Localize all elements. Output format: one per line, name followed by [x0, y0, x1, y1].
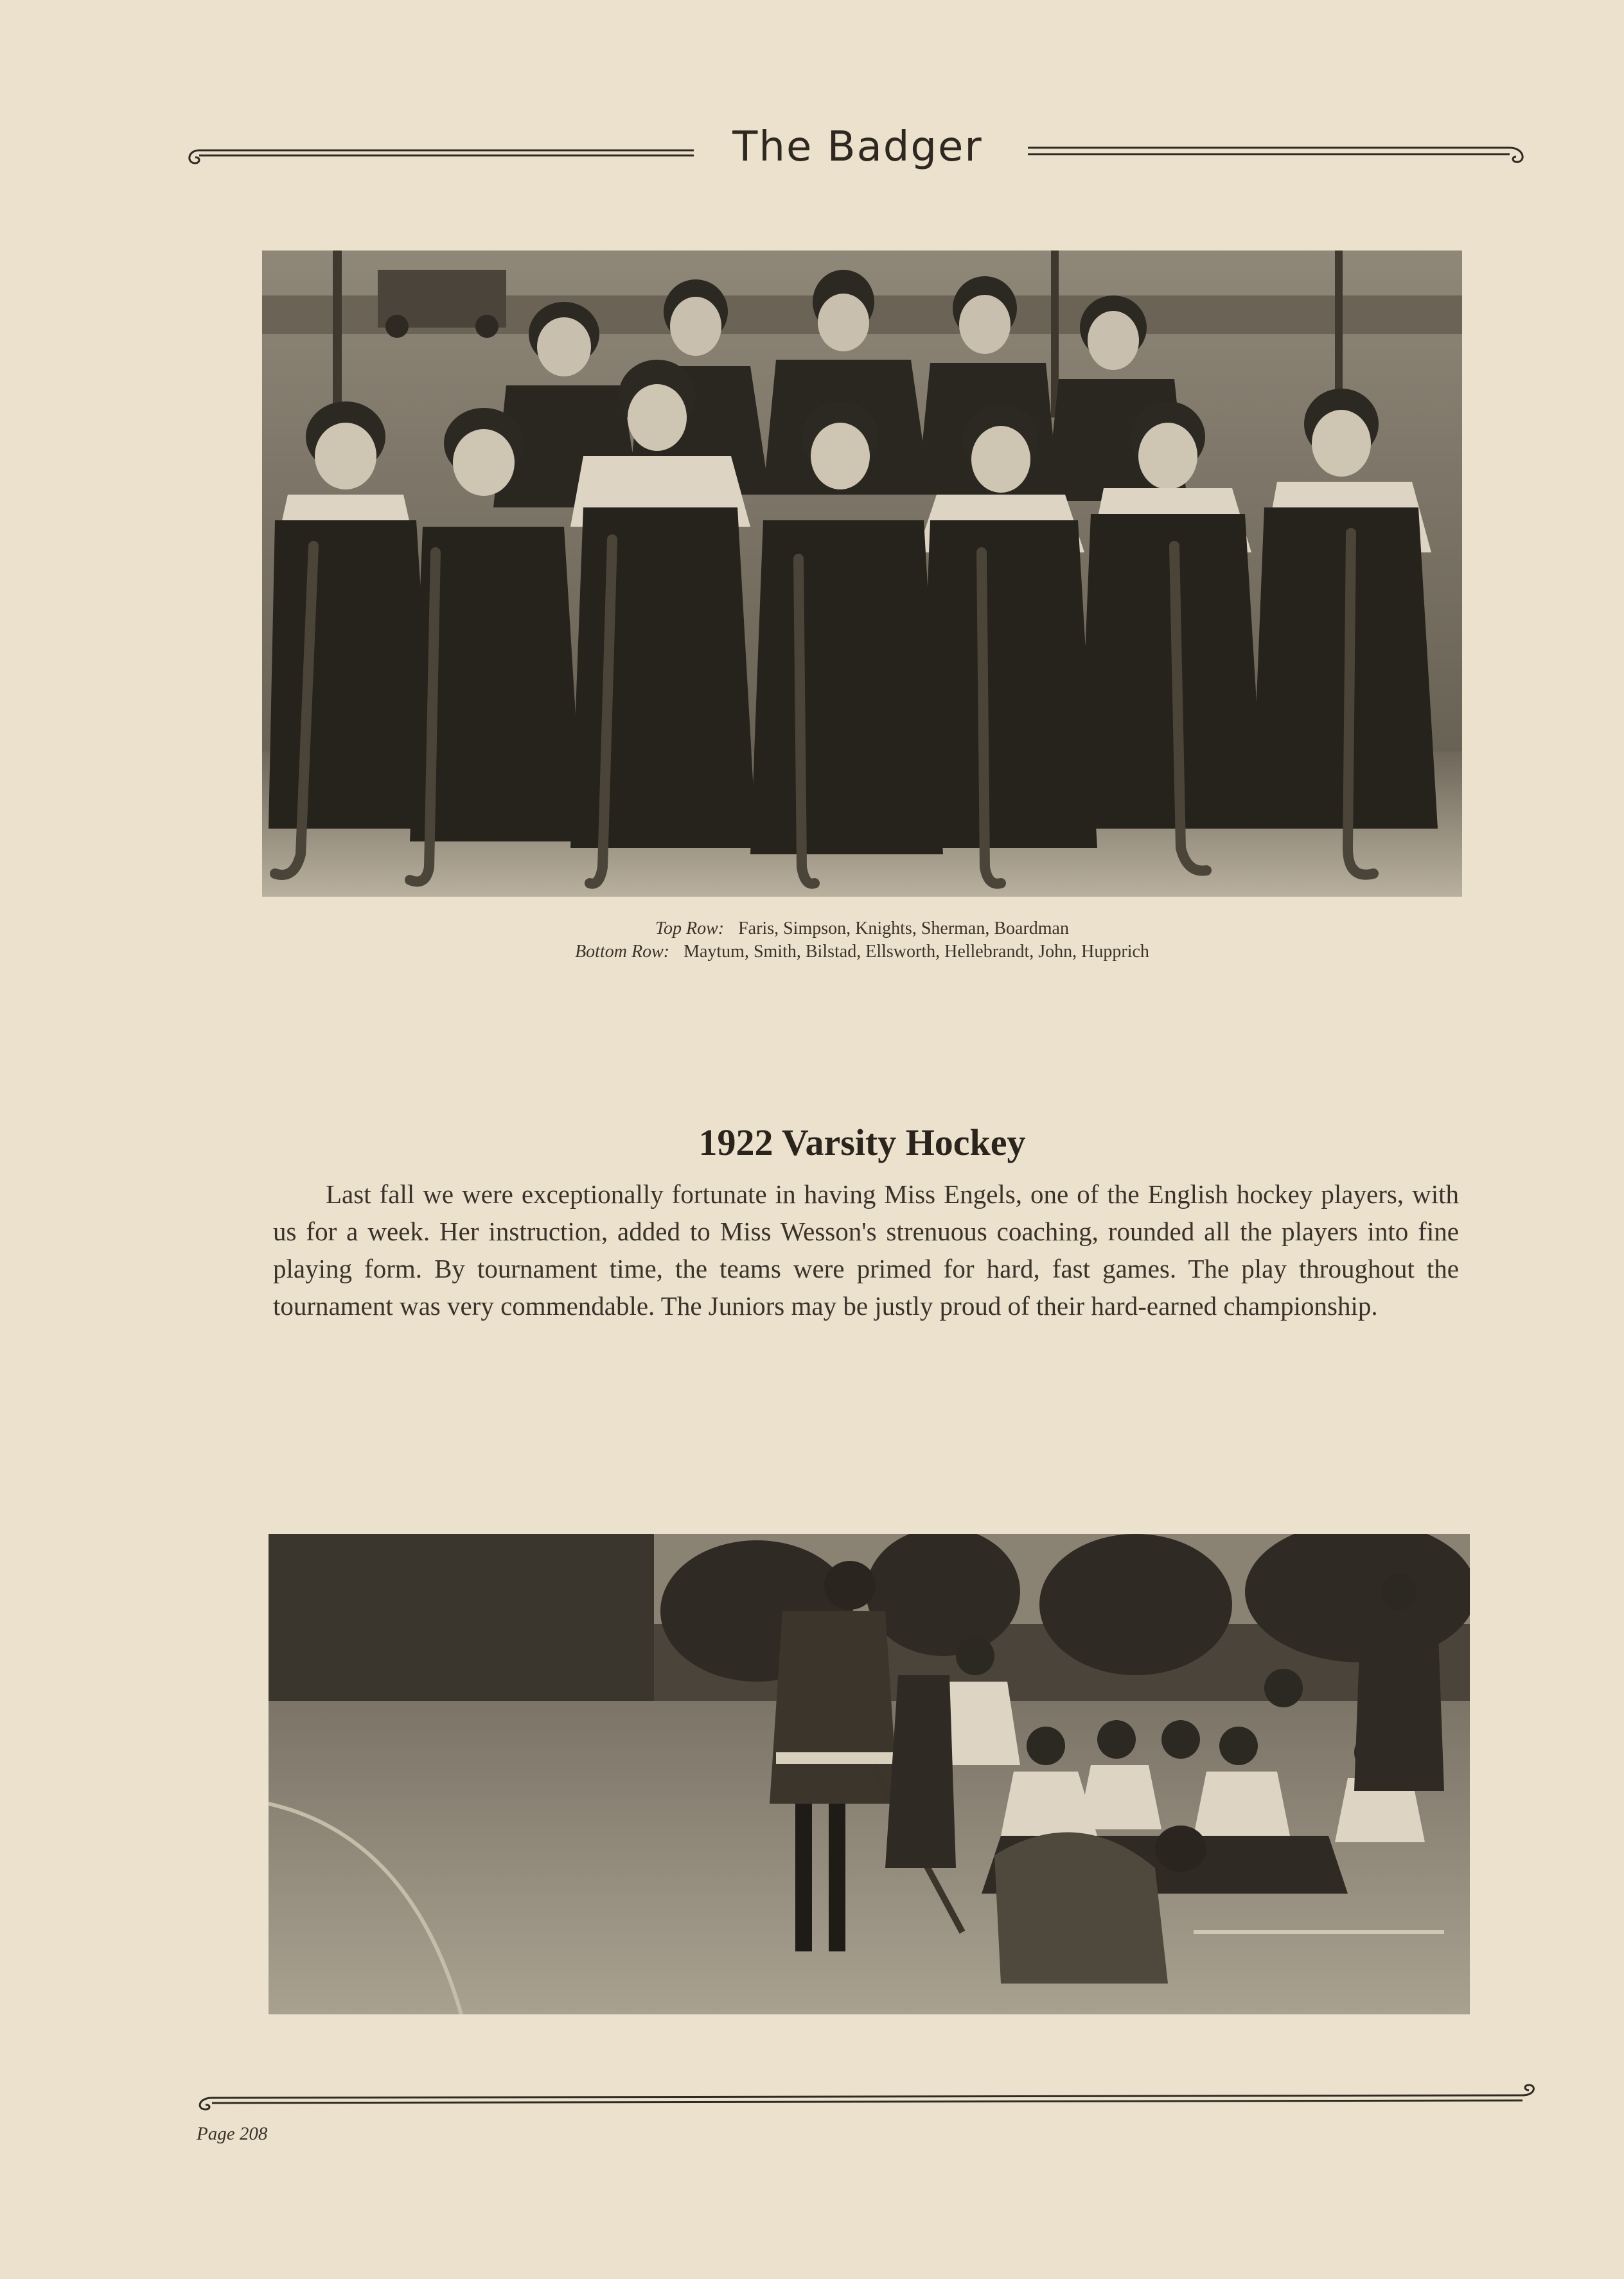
caption-top-row — [262, 917, 1462, 940]
hockey-practice-photograph-icon — [269, 1534, 1470, 2014]
running-head-title: The Badger — [186, 123, 1529, 171]
game-photo — [269, 1534, 1470, 2014]
header-banner — [186, 122, 1529, 180]
caption-bottom-row-names: Maytum, Smith, Bilstad, Ellsworth, Hellebrandt, John, Hupprich — [684, 942, 1149, 962]
caption-top-row-label: Top Row: — [655, 919, 725, 938]
caption-bottom-row — [262, 940, 1462, 964]
team-photograph-icon — [262, 251, 1462, 897]
team-photo — [262, 251, 1462, 897]
footer-ornament-rule — [193, 2084, 1542, 2116]
caption-top-row-names: Faris, Simpson, Knights, Sherman, Boardman — [738, 919, 1069, 938]
article-body: Last fall we were exceptionally fortunate in having Miss Engels, one of the English hockey players, with us for a week. Her instruction, added to Miss Wesson's strenuous coaching, rounded all the players into fine playing form. By tournament time, the teams were primed for hard, fast games. The play throughout the tournament was very commendable. The Juniors may be justly proud of their hard-earned championship. — [273, 1179, 1459, 1321]
page-number: Page 208 — [197, 2124, 268, 2144]
article-title: 1922 Varsity Hockey — [698, 1122, 1026, 1163]
caption-bottom-row-label: Bottom Row: — [575, 942, 670, 962]
